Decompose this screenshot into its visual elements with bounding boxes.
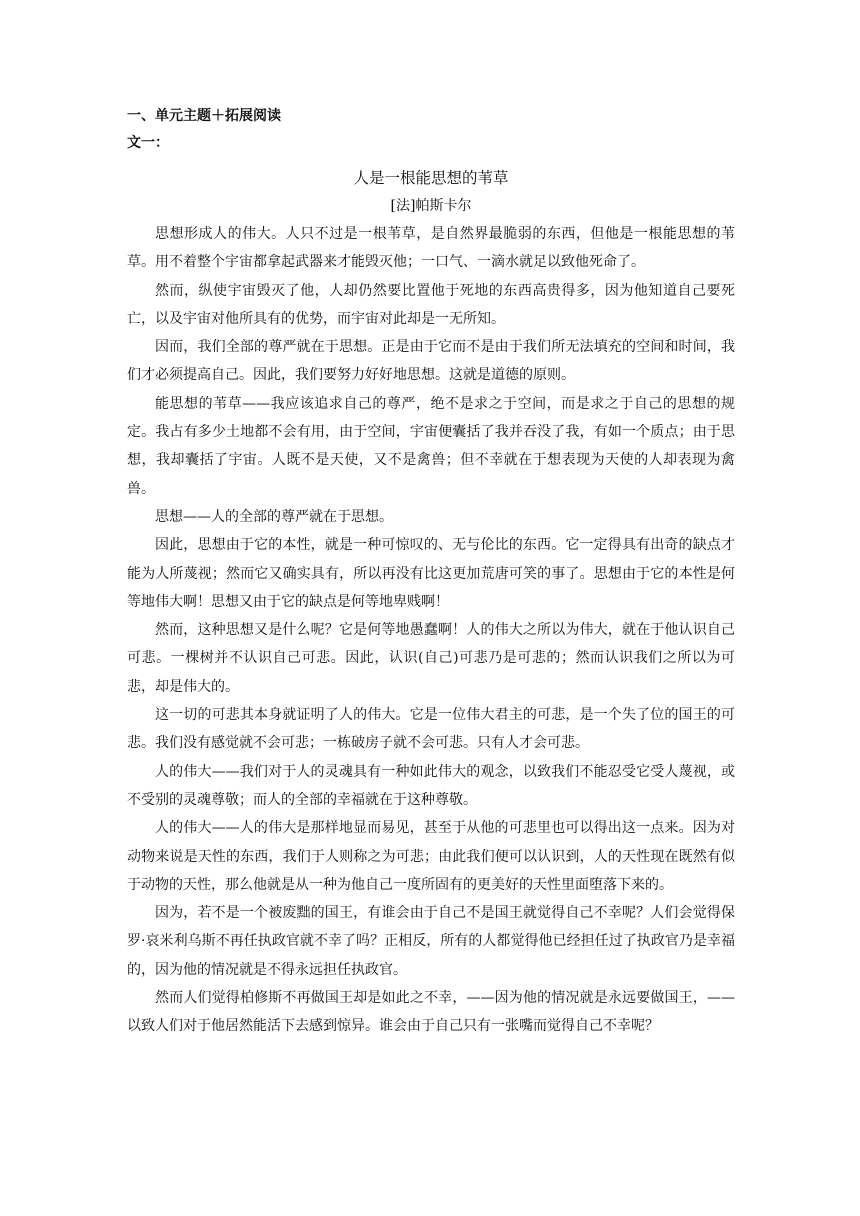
paragraph: 因此，思想由于它的本性，就是一种可惊叹的、无与伦比的东西。它一定得具有出奇的缺点才能为人所蔑视；然而它又确实具有，所以再没有比这更加荒唐可笑的事了。思想由于它的本性是何等地伟大啊！思想又由于它的缺点是何等地卑贱啊！ bbox=[127, 537, 735, 610]
paragraph: 因而，我们全部的尊严就在于思想。正是由于它而不是由于我们所无法填充的空间和时间，我们才必须提高自己。因此，我们要努力好好地思想。这就是道德的原则。 bbox=[127, 339, 735, 384]
paragraph: 人的伟大——人的伟大是那样地显而易见，甚至于从他的可悲里也可以得出这一点来。因为对动物来说是天性的东西，我们于人则称之为可悲；由此我们便可以认识到，人的天性现在既然有似于动物的天性，那么他就是从一种为他自己一度所固有的更美好的天性里面堕落下来的。 bbox=[127, 820, 735, 893]
article-title: 人是一根能思想的苇草 bbox=[353, 169, 509, 187]
paragraph: 然而，这种思想又是什么呢？它是何等地愚蠢啊！人的伟大之所以为伟大，就在于他认识自己可悲。一棵树并不认识自己可悲。因此，认识(自己)可悲乃是可悲的；然而认识我们之所以为可悲，却是伟大的。 bbox=[127, 622, 735, 695]
paragraph: 能思想的苇草——我应该追求自己的尊严，绝不是求之于空间，而是求之于自己的思想的规定。我占有多少土地都不会有用，由于空间，宇宙便囊括了我并吞没了我，有如一个质点；由于思想，我却囊括了宇宙。人既不是天使，又不是禽兽；但不幸就在于想表现为天使的人却表现为禽兽。 bbox=[127, 395, 735, 497]
paragraph: 然而，纵使宇宙毁灭了他，人却仍然要比置他于死地的东西高贵得多，因为他知道自己要死亡，以及宇宙对他所具有的优势，而宇宙对此却是一无所知。 bbox=[127, 282, 735, 327]
paragraph: 人的伟大——我们对于人的灵魂具有一种如此伟大的观念，以致我们不能忍受它受人蔑视，或不受别的灵魂尊敬；而人的全部的幸福就在于这种尊敬。 bbox=[127, 763, 735, 808]
article-author: [法]帕斯卡尔 bbox=[390, 198, 472, 214]
paragraph: 然而人们觉得柏修斯不再做国王却是如此之不幸，——因为他的情况就是永远要做国王，——以致人们对于他居然能活下去感到惊异。谁会由于自己只有一张嘴而觉得自己不幸呢？ bbox=[127, 990, 735, 1035]
paragraph: 思想——人的全部的尊严就在于思想。 bbox=[155, 508, 393, 525]
paragraph: 因为，若不是一个被废黜的国王，有谁会由于自己不是国王就觉得自己不幸呢？人们会觉得保罗·哀米利乌斯不再任执政官就不幸了吗？正相反，所有的人都觉得他已经担任过了执政官乃是幸福的，因为他的情况就是不得永远担任执政官。 bbox=[127, 905, 735, 978]
paragraph: 思想形成人的伟大。人只不过是一根苇草，是自然界最脆弱的东西，但他是一根能思想的苇草。用不着整个宇宙都拿起武器来才能毁灭他；一口气、一滴水就足以致他死命了。 bbox=[127, 226, 735, 271]
article-body bbox=[127, 220, 735, 1041]
text-label: 文一： bbox=[127, 135, 169, 151]
paragraph: 这一切的可悲其本身就证明了人的伟大。它是一位伟大君主的可悲，是一个失了位的国王的可悲。我们没有感觉就不会可悲；一栋破房子就不会可悲。只有人才会可悲。 bbox=[127, 707, 735, 752]
section-heading: 一、单元主题＋拓展阅读 bbox=[127, 108, 281, 124]
document-page bbox=[127, 103, 735, 1041]
